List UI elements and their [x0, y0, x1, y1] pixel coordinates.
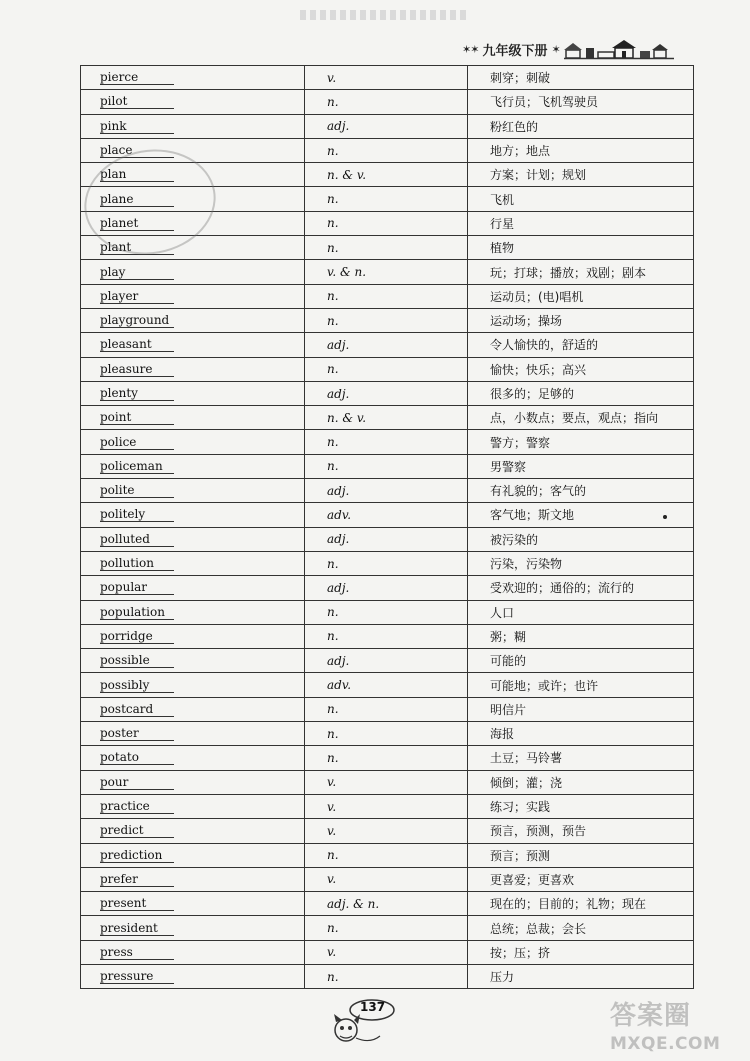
- word-text: planet: [100, 217, 174, 231]
- word-text: predict: [100, 824, 174, 838]
- meaning: 方案；计划；规划: [468, 163, 694, 187]
- meaning: 预言；预测: [468, 843, 694, 867]
- word-cell: [81, 722, 305, 746]
- table-row: [81, 964, 694, 988]
- word-cell: [81, 794, 305, 818]
- word-cell: [81, 357, 305, 381]
- part-of-speech: n.: [305, 187, 468, 211]
- word-cell: [81, 916, 305, 940]
- meaning: 愉快；快乐；高兴: [468, 357, 694, 381]
- table-row: [81, 819, 694, 843]
- table-row: [81, 673, 694, 697]
- word-cell: [81, 479, 305, 503]
- part-of-speech: adj.: [305, 527, 468, 551]
- word-cell: [81, 211, 305, 235]
- word-text: present: [100, 897, 174, 911]
- meaning: 海报: [468, 722, 694, 746]
- part-of-speech: n.: [305, 697, 468, 721]
- part-of-speech: n.: [305, 600, 468, 624]
- table-row: [81, 843, 694, 867]
- meaning: 可能的: [468, 649, 694, 673]
- word-cell: [81, 90, 305, 114]
- word-cell: [81, 308, 305, 332]
- table-row: [81, 624, 694, 648]
- watermark: [610, 995, 745, 1057]
- table-row: [81, 381, 694, 405]
- meaning: 人口: [468, 600, 694, 624]
- table-row: [81, 576, 694, 600]
- word-cell: [81, 114, 305, 138]
- meaning: 更喜爱；更喜欢: [468, 867, 694, 891]
- meaning: 男警察: [468, 454, 694, 478]
- word-cell: [81, 843, 305, 867]
- meaning: 点，小数点；要点，观点；指向: [468, 406, 694, 430]
- word-cell: [81, 333, 305, 357]
- table-row: [81, 697, 694, 721]
- part-of-speech: n.: [305, 746, 468, 770]
- part-of-speech: n.: [305, 236, 468, 260]
- part-of-speech: n.: [305, 211, 468, 235]
- meaning: 粉红色的: [468, 114, 694, 138]
- table-row: [81, 454, 694, 478]
- word-text: polluted: [100, 533, 174, 547]
- word-text: population: [100, 606, 174, 620]
- part-of-speech: n.: [305, 284, 468, 308]
- word-text: pierce: [100, 71, 174, 85]
- part-of-speech: n. & v.: [305, 406, 468, 430]
- part-of-speech: n.: [305, 430, 468, 454]
- table-row: [81, 600, 694, 624]
- word-text: practice: [100, 800, 174, 814]
- word-text: plan: [100, 168, 174, 182]
- word-text: playground: [100, 314, 174, 328]
- meaning: 飞行员；飞机驾驶员: [468, 90, 694, 114]
- word-text: potato: [100, 751, 174, 765]
- word-text: possibly: [100, 679, 174, 693]
- part-of-speech: n.: [305, 90, 468, 114]
- word-cell: [81, 892, 305, 916]
- part-of-speech: n.: [305, 308, 468, 332]
- word-text: postcard: [100, 703, 174, 717]
- word-text: prediction: [100, 849, 174, 863]
- word-text: president: [100, 922, 174, 936]
- word-cell: [81, 964, 305, 988]
- part-of-speech: adj.: [305, 576, 468, 600]
- header-title: 九年级下册: [482, 43, 548, 59]
- part-of-speech: adv.: [305, 673, 468, 697]
- word-text: place: [100, 144, 174, 158]
- part-of-speech: adj.: [305, 479, 468, 503]
- star-icon: ✶✶: [462, 42, 479, 56]
- meaning: 地方；地点: [468, 138, 694, 162]
- word-cell: [81, 867, 305, 891]
- part-of-speech: n. & v.: [305, 163, 468, 187]
- table-row: [81, 114, 694, 138]
- table-row: [81, 430, 694, 454]
- meaning: 客气地；斯文地: [468, 503, 694, 527]
- part-of-speech: adj. & n.: [305, 892, 468, 916]
- word-text: pleasant: [100, 338, 174, 352]
- meaning: 压力: [468, 964, 694, 988]
- word-text: point: [100, 411, 174, 425]
- meaning: 粥；糊: [468, 624, 694, 648]
- page-number-badge: [330, 998, 400, 1048]
- vocabulary-table: [80, 65, 694, 989]
- meaning: 飞机: [468, 187, 694, 211]
- meaning: 倾倒；灌；浇: [468, 770, 694, 794]
- meaning: 练习；实践: [468, 794, 694, 818]
- word-cell: [81, 940, 305, 964]
- table-row: [81, 357, 694, 381]
- word-cell: [81, 746, 305, 770]
- word-cell: [81, 381, 305, 405]
- meaning: 有礼貌的；客气的: [468, 479, 694, 503]
- word-cell: [81, 430, 305, 454]
- part-of-speech: n.: [305, 722, 468, 746]
- part-of-speech: adj.: [305, 333, 468, 357]
- meaning: 植物: [468, 236, 694, 260]
- page-header: [462, 38, 674, 60]
- part-of-speech: v.: [305, 940, 468, 964]
- ink-speck: [663, 515, 667, 519]
- part-of-speech: n.: [305, 624, 468, 648]
- word-text: police: [100, 436, 174, 450]
- scan-top-band: [300, 10, 470, 20]
- word-text: pollution: [100, 557, 174, 571]
- word-text: pilot: [100, 95, 174, 109]
- word-text: policeman: [100, 460, 174, 474]
- part-of-speech: n.: [305, 454, 468, 478]
- table-row: [81, 138, 694, 162]
- meaning: 预言，预测，预告: [468, 819, 694, 843]
- part-of-speech: v.: [305, 66, 468, 90]
- part-of-speech: v.: [305, 794, 468, 818]
- word-cell: [81, 503, 305, 527]
- word-text: plane: [100, 193, 174, 207]
- part-of-speech: n.: [305, 964, 468, 988]
- table-row: [81, 551, 694, 575]
- word-text: polite: [100, 484, 174, 498]
- meaning: 总统；总裁；会长: [468, 916, 694, 940]
- meaning: 现在的；目前的；礼物；现在: [468, 892, 694, 916]
- part-of-speech: v.: [305, 770, 468, 794]
- word-cell: [81, 673, 305, 697]
- word-cell: [81, 576, 305, 600]
- table-row: [81, 260, 694, 284]
- watermark-text: 答案圈: [610, 1001, 692, 1031]
- word-text: play: [100, 266, 174, 280]
- word-cell: [81, 624, 305, 648]
- word-cell: [81, 770, 305, 794]
- word-text: pink: [100, 120, 174, 134]
- table-row: [81, 746, 694, 770]
- part-of-speech: v. & n.: [305, 260, 468, 284]
- meaning: 土豆；马铃薯: [468, 746, 694, 770]
- part-of-speech: n.: [305, 843, 468, 867]
- meaning: 被污染的: [468, 527, 694, 551]
- word-text: pressure: [100, 970, 174, 984]
- meaning: 按；压；挤: [468, 940, 694, 964]
- meaning: 令人愉快的，舒适的: [468, 333, 694, 357]
- village-skyline-icon: [564, 38, 674, 60]
- word-cell: [81, 138, 305, 162]
- meaning: 运动场；操场: [468, 308, 694, 332]
- table-row: [81, 867, 694, 891]
- word-cell: [81, 187, 305, 211]
- meaning: 运动员；(电)唱机: [468, 284, 694, 308]
- word-cell: [81, 819, 305, 843]
- meaning: 可能地；或许；也许: [468, 673, 694, 697]
- table-row: [81, 333, 694, 357]
- word-cell: [81, 236, 305, 260]
- table-row: [81, 163, 694, 187]
- word-cell: [81, 697, 305, 721]
- word-cell: [81, 649, 305, 673]
- part-of-speech: adj.: [305, 114, 468, 138]
- word-text: player: [100, 290, 174, 304]
- word-text: politely: [100, 508, 174, 522]
- word-cell: [81, 163, 305, 187]
- word-text: porridge: [100, 630, 174, 644]
- part-of-speech: adj.: [305, 381, 468, 405]
- meaning: 行星: [468, 211, 694, 235]
- page-number: 137: [360, 1000, 386, 1014]
- meaning: 明信片: [468, 697, 694, 721]
- table-row: [81, 236, 694, 260]
- table-row: [81, 211, 694, 235]
- table-row: [81, 722, 694, 746]
- word-text: prefer: [100, 873, 174, 887]
- table-row: [81, 503, 694, 527]
- table-row: [81, 892, 694, 916]
- word-text: pleasure: [100, 363, 174, 377]
- meaning: 受欢迎的；通俗的；流行的: [468, 576, 694, 600]
- table-row: [81, 284, 694, 308]
- table-row: [81, 66, 694, 90]
- table-row: [81, 794, 694, 818]
- word-text: pour: [100, 776, 174, 790]
- part-of-speech: v.: [305, 819, 468, 843]
- table-row: [81, 406, 694, 430]
- table-row: [81, 940, 694, 964]
- table-row: [81, 649, 694, 673]
- word-cell: [81, 600, 305, 624]
- table-row: [81, 90, 694, 114]
- word-text: plenty: [100, 387, 174, 401]
- part-of-speech: n.: [305, 916, 468, 940]
- watermark-url: MXQE.COM: [610, 1034, 721, 1054]
- meaning: 刺穿；刺破: [468, 66, 694, 90]
- table-row: [81, 187, 694, 211]
- table-row: [81, 770, 694, 794]
- word-text: plant: [100, 241, 174, 255]
- part-of-speech: adj.: [305, 649, 468, 673]
- part-of-speech: v.: [305, 867, 468, 891]
- table-row: [81, 308, 694, 332]
- part-of-speech: adv.: [305, 503, 468, 527]
- word-text: popular: [100, 581, 174, 595]
- table-row: [81, 916, 694, 940]
- part-of-speech: n.: [305, 138, 468, 162]
- meaning: 玩；打球；播放；戏剧；剧本: [468, 260, 694, 284]
- meaning: 很多的；足够的: [468, 381, 694, 405]
- word-cell: [81, 260, 305, 284]
- word-text: possible: [100, 654, 174, 668]
- part-of-speech: n.: [305, 357, 468, 381]
- word-cell: [81, 551, 305, 575]
- word-cell: [81, 406, 305, 430]
- meaning: 污染，污染物: [468, 551, 694, 575]
- word-text: poster: [100, 727, 174, 741]
- word-cell: [81, 284, 305, 308]
- word-cell: [81, 527, 305, 551]
- table-row: [81, 479, 694, 503]
- meaning: 警方；警察: [468, 430, 694, 454]
- word-cell: [81, 454, 305, 478]
- table-row: [81, 527, 694, 551]
- word-text: press: [100, 946, 174, 960]
- part-of-speech: n.: [305, 551, 468, 575]
- word-cell: [81, 66, 305, 90]
- star-icon: ✶: [551, 42, 560, 56]
